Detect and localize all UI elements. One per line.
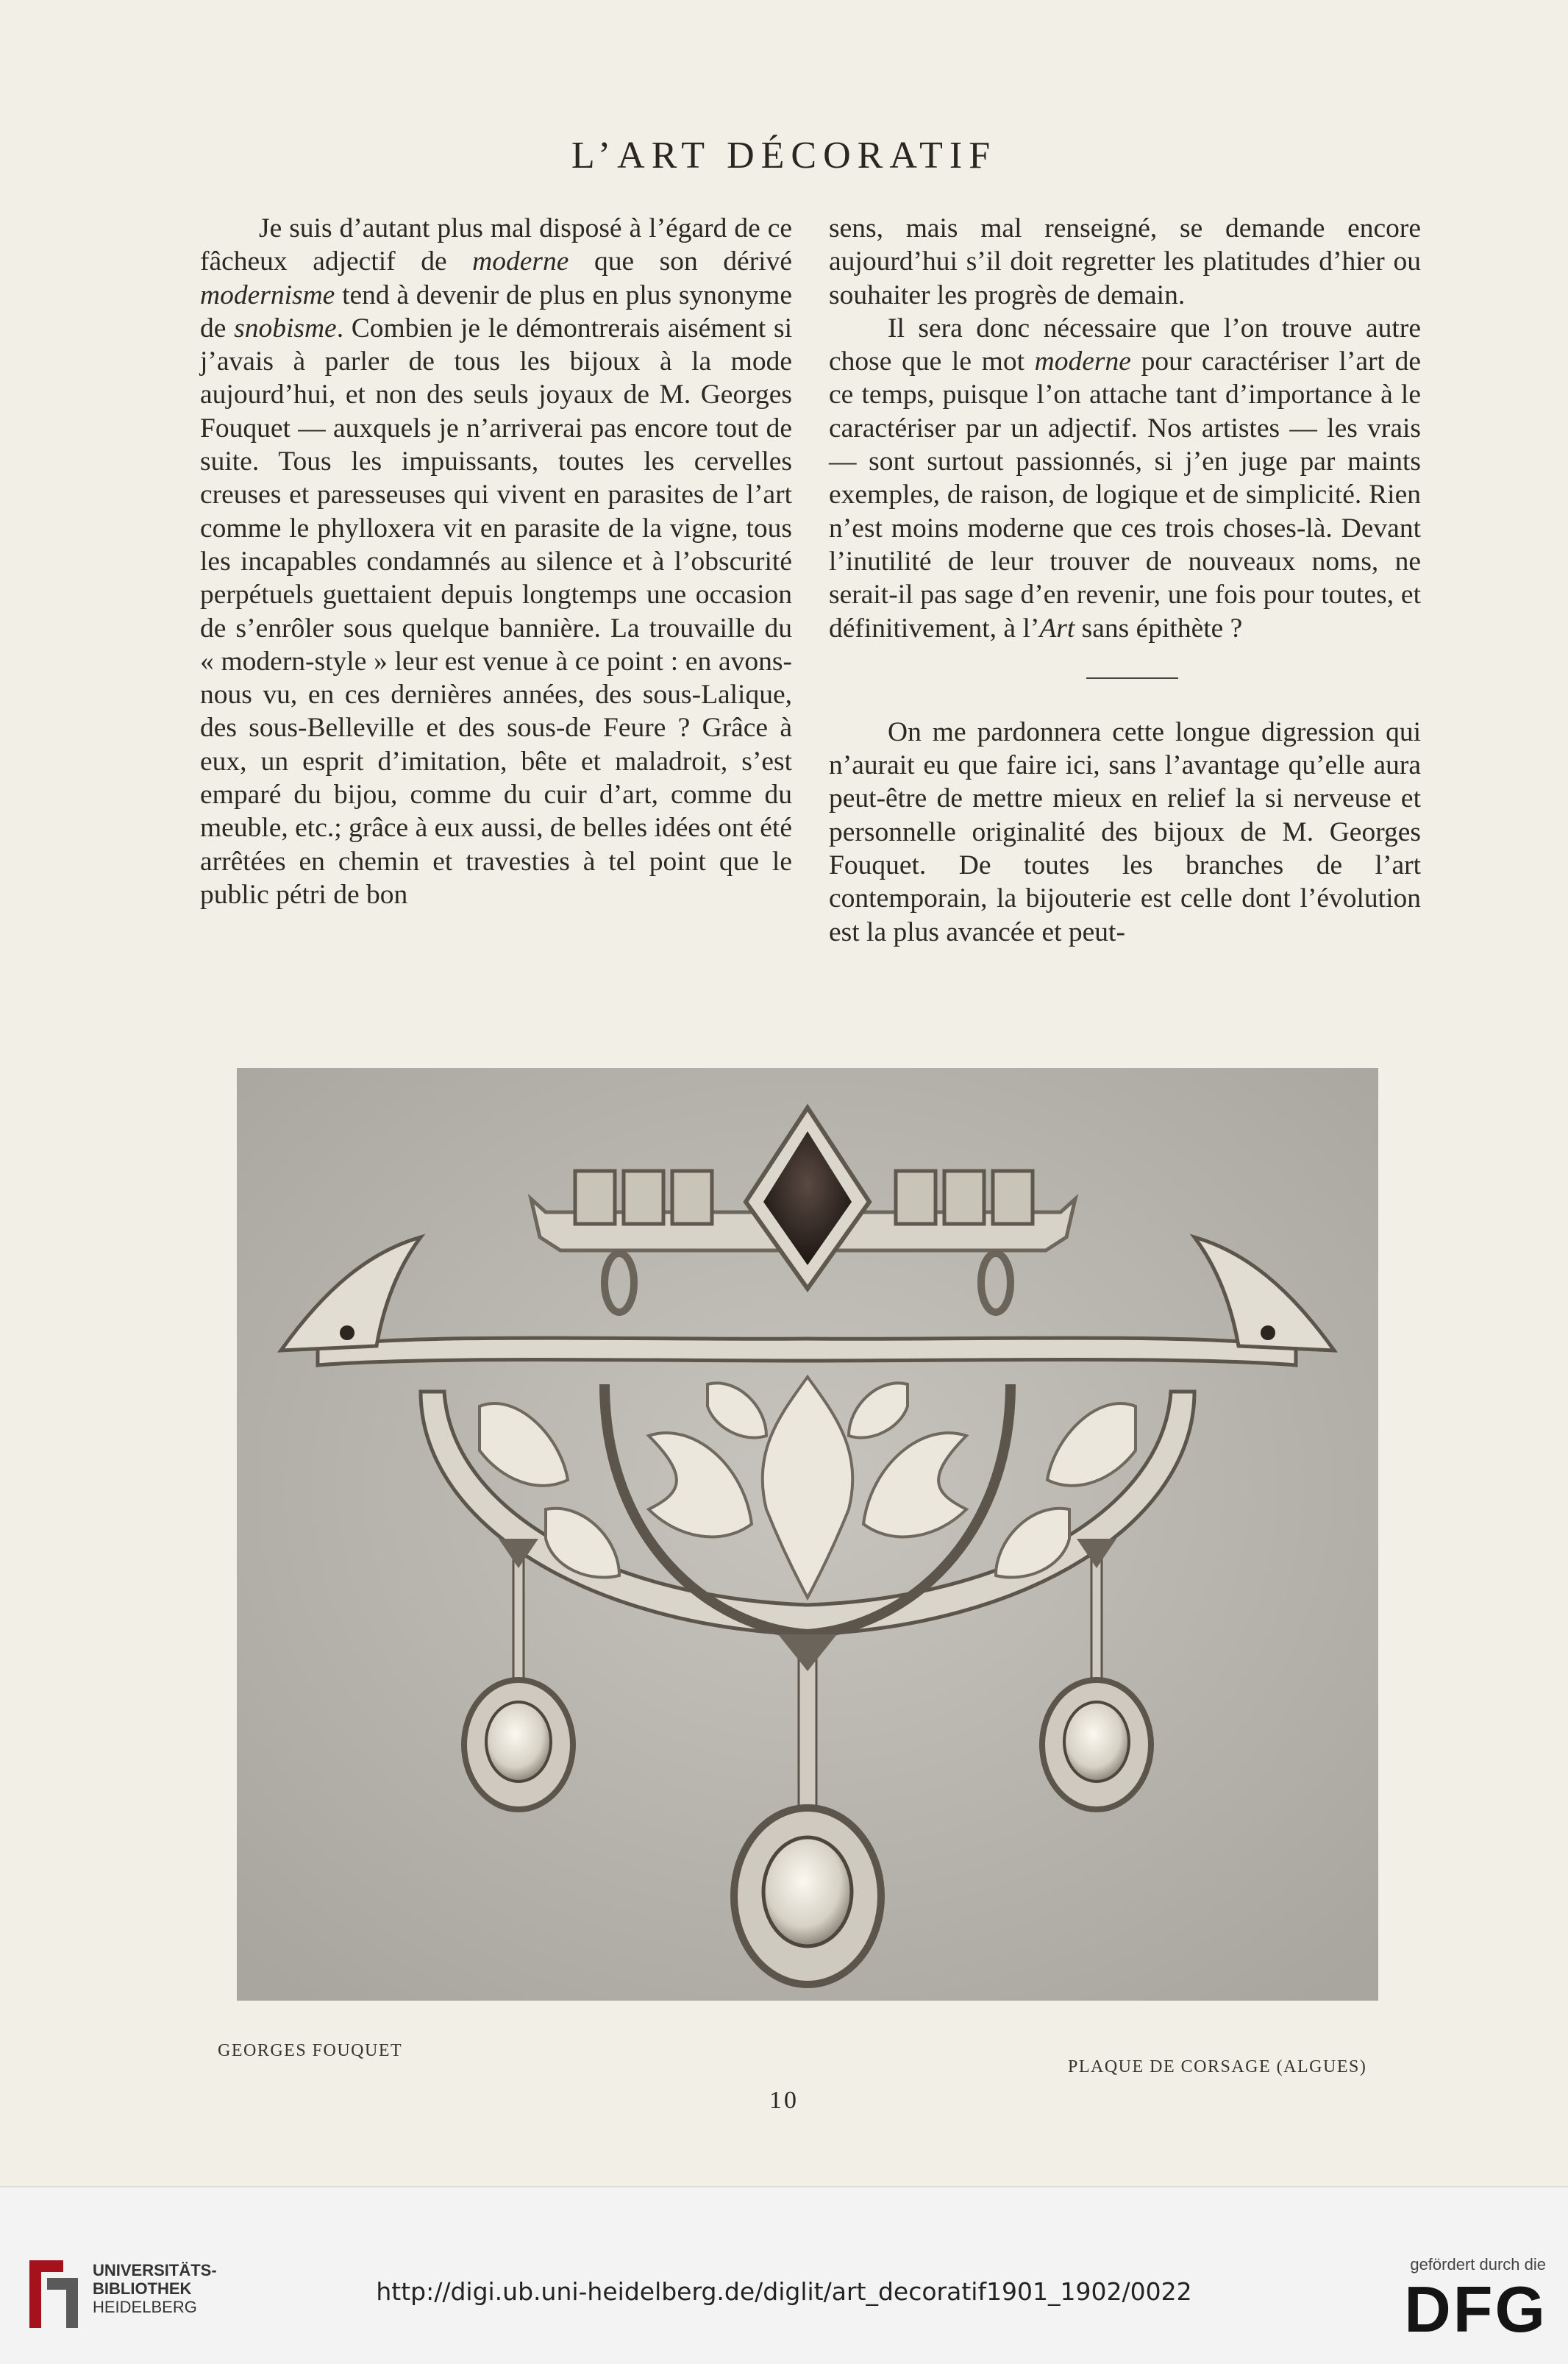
- paragraph-continuation: sens, mais mal renseigné, se demande encore aujourd’hui s’il doit regretter les platitudes d’hier ou souhaiter les progrès de demain.: [829, 213, 1421, 310]
- right-text-column: [829, 212, 1421, 949]
- paragraph: Il sera donc nécessaire que l’on trouve autre chose que le mot moderne pour caractériser l’art de ce temps, puisque l’on attache tant d’importance à le caractériser par un adjectif. Nos artistes — les vrais — sont surtout passionnés, si j’en juge par maints exemples, de raison, de logique et de simplicité. Rien n’est moins moderne que ces trois choses-là. Devant l’inutilité de leur trouver de nouveaux noms, ne serait-il pas sage d’en revenir, une fois pour toutes, et définitivement, à l’Art sans épithète ?: [829, 313, 1421, 644]
- caption-title: PLAQUE DE CORSAGE (ALGUES): [1068, 2057, 1367, 2076]
- running-head: L’ART DÉCORATIF: [571, 135, 997, 177]
- digitization-footer: [0, 2186, 1568, 2364]
- dfg-logo: DFG: [1404, 2273, 1547, 2346]
- source-url-link[interactable]: http://digi.ub.uni-heidelberg.de/diglit/art_decoratif1901_1902/0022: [376, 2277, 1192, 2306]
- paragraph: Je suis d’autant plus mal disposé à l’égard de ce fâcheux adjectif de moderne que son dérivé modernisme tend à devenir de plus en plus synonyme de snobisme. Combien je le démontrerais aisément si j’avais à parler de tous les bijoux à la mode aujourd’hui, et non des seuls joyaux de M. Georges Fouquet — auxquels je n’arriverai pas encore tout de suite. Tous les impuissants, toutes les cervelles creuses et paresseuses qui vivent en parasites de l’art comme le phylloxera vit en parasite de la vigne, tous les incapables condamnés au silence et à l’obscurité perpétuels guettaient depuis longtemps une occasion de s’enrôler sous quelque bannière. La trouvaille du « modern-style » leur est venue à ce point : en avons-nous vu, en ces dernières années, des sous-Lalique, des sous-Belleville et des sous-de Feure ? Grâce à eux, un esprit d’imitation, bête et maladroit, s’est emparé du bijou, comme du cuir d’art, comme du meuble, etc.; grâce à eux aussi, de belles idées ont été arrêtées en chemin et travesties à tel point que le public pétri de bon: [200, 213, 792, 910]
- caption-artist: GEORGES FOUQUET: [218, 2041, 403, 2060]
- left-text-column: [200, 212, 792, 911]
- jewel-photograph: [237, 1068, 1378, 2001]
- section-divider: [829, 645, 1421, 716]
- corsage-plaque-illustration: [237, 1068, 1378, 2001]
- paragraph: On me pardonnera cette longue digression qui n’aurait eu que faire ici, sans l’avantage qu’elle aura peut-être de mettre mieux en relief la si nerveuse et personnelle originalité des bijoux de M. Georges Fouquet. De toutes les branches de l’art contemporain, la bijouterie est celle dont l’évolution est la plus avancée et peut-: [829, 716, 1421, 947]
- page-number: 10: [769, 2087, 799, 2114]
- university-library-name: UNIVERSITÄTS- BIBLIOTHEK HEIDELBERG: [93, 2261, 217, 2316]
- funding-label: gefördert durch die: [1410, 2255, 1546, 2274]
